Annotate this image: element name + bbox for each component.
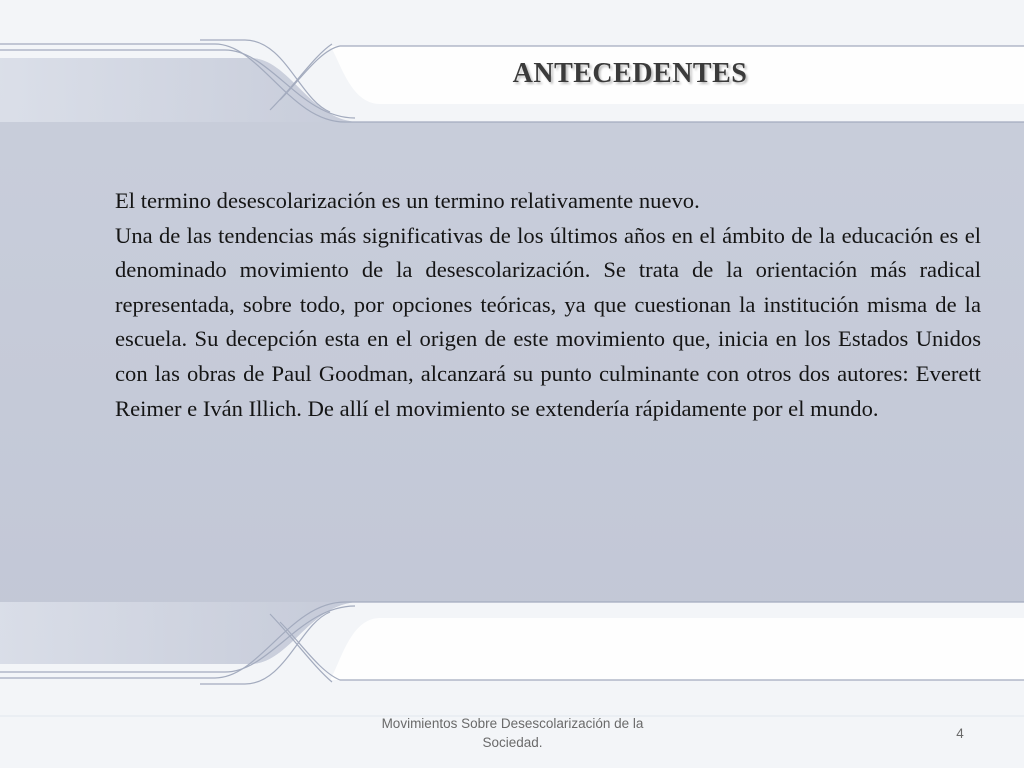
body-paragraph-2: Una de las tendencias más significativas de los últimos años en el ámbito de la educación es el denominado movimiento de la desescolarización. Se trata de la orientación más radical representada, sobre todo, por opciones teóricas, ya que cuestionan la institución misma de la escuela. Su decepción esta en el origen de este movimiento que, inicia en los Estados Unidos con las obras de Paul Goodman, alcanzará su punto culminante con otros dos autores: Everett Reimer e Iván Illich. De allí el movimiento se extendería rápidamente por el mundo. bbox=[115, 222, 981, 421]
slide-title: ANTECEDENTES bbox=[512, 58, 748, 89]
footer-text: Movimientos Sobre Desescolarización de la Sociedad. bbox=[381, 716, 644, 750]
body-paragraph-1: El termino desescolarización es un termino relativamente nuevo. bbox=[115, 188, 700, 213]
slide-body bbox=[115, 184, 981, 426]
page-number: 4 bbox=[956, 726, 964, 741]
